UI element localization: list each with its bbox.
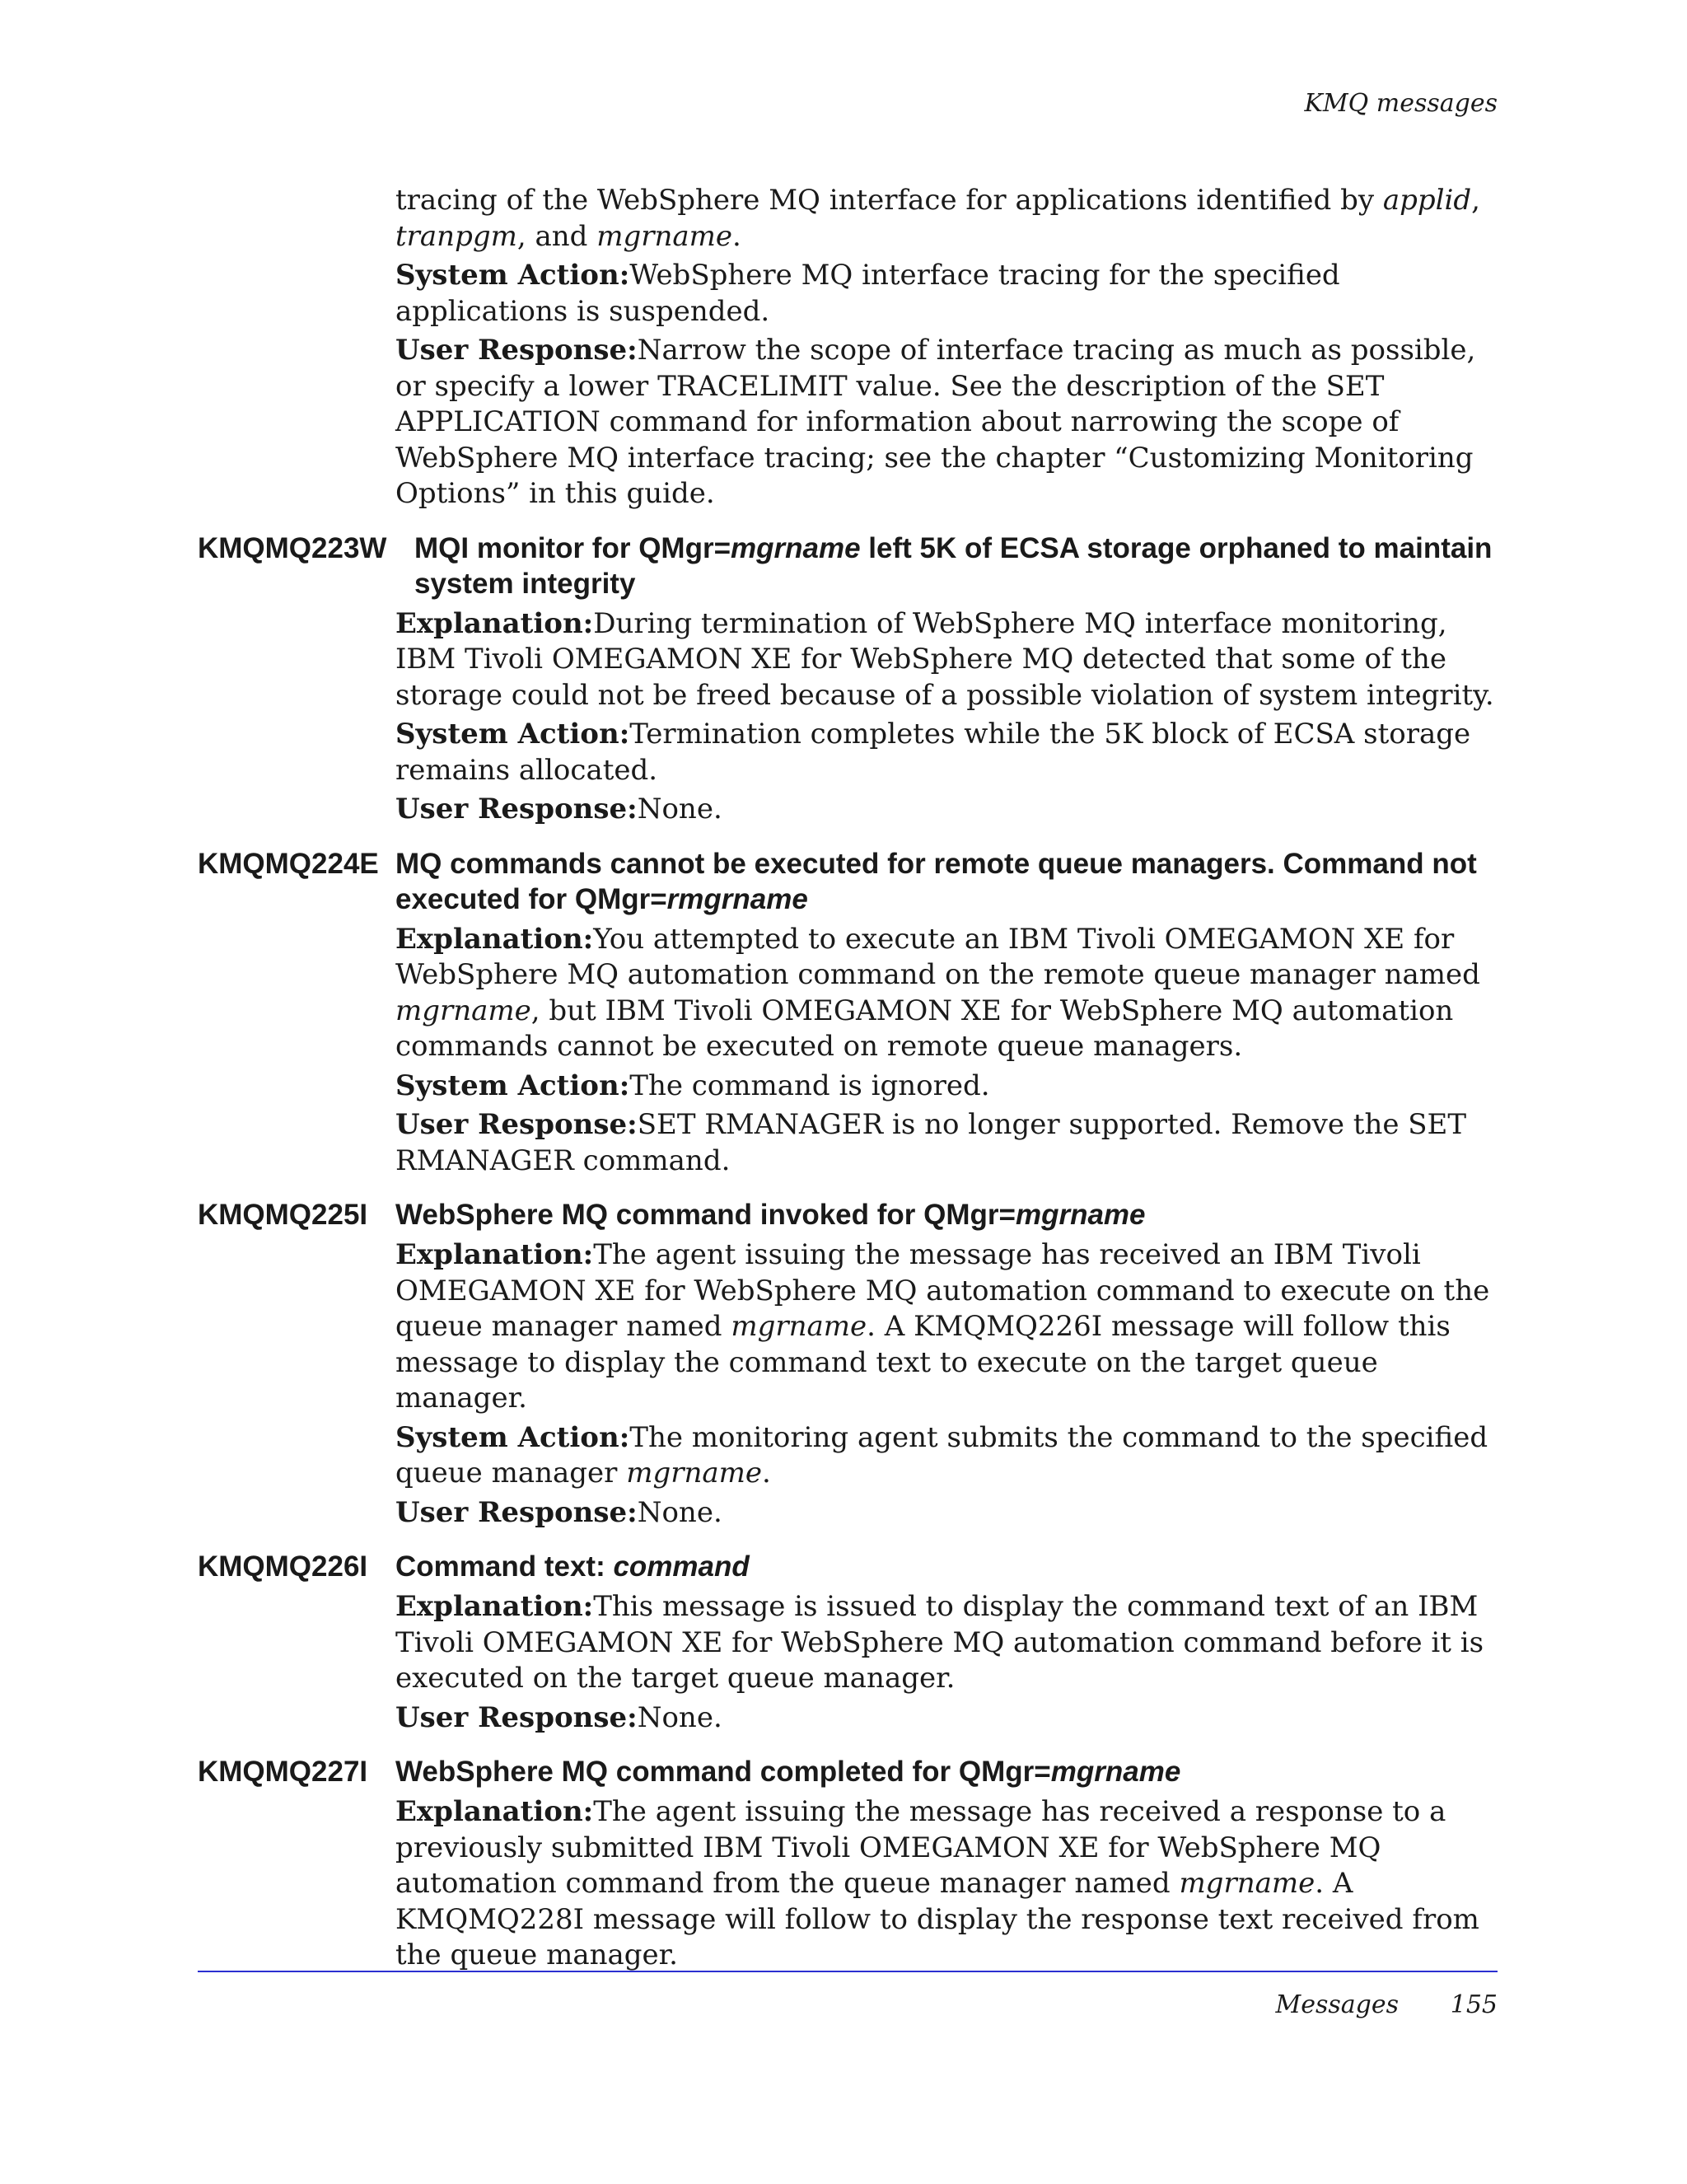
message-id: KMQMQ224E xyxy=(198,847,379,880)
message-heading xyxy=(198,846,1498,917)
message-id: KMQMQ226I xyxy=(198,1550,368,1583)
message-heading xyxy=(198,1549,1498,1584)
continued-message-body xyxy=(395,183,1498,512)
explanation: Explanation:You attempted to execute an IBM Tivoli OMEGAMON XE for WebSphere MQ automation command on the remote queue manager named mgrname, but IBM Tivoli OMEGAMON XE for WebSphere MQ automation commands cannot be executed on remote queue managers. xyxy=(395,922,1480,1063)
message-title: MQI monitor for QMgr=mgrname left 5K of ECSA storage orphaned to maintain system integrity xyxy=(414,531,1493,600)
message-id: KMQMQ223W xyxy=(198,531,387,564)
system-action: System Action:WebSphere MQ interface tracing for the specified applications is suspended. xyxy=(395,259,1340,328)
user-response: User Response:SET RMANAGER is no longer supported. Remove the SET RMANAGER command. xyxy=(395,1108,1467,1177)
user-response: User Response:None. xyxy=(395,1700,1498,1737)
system-action: System Action:The command is ignored. xyxy=(395,1069,1498,1105)
explanation-label: Explanation: xyxy=(395,922,594,956)
system-action-label: System Action: xyxy=(395,259,630,292)
running-head: KMQ messages xyxy=(1304,89,1498,118)
message-title: WebSphere MQ command completed for QMgr=mgrname xyxy=(395,1756,1181,1788)
explanation: Explanation:This message is issued to display the command text of an IBM Tivoli OMEGAMON XE for WebSphere MQ automation command before it is executed on the target queue manager. xyxy=(395,1590,1484,1695)
footer-rule xyxy=(198,1971,1498,1972)
message-title: MQ commands cannot be executed for remote queue managers. Command not executed for QMgr=rmgrname xyxy=(395,847,1477,915)
explanation-label: Explanation: xyxy=(395,1795,594,1828)
explanation: Explanation:The agent issuing the message has received an IBM Tivoli OMEGAMON XE for WebSphere MQ automation command to execute on the queue manager named mgrname. A KMQMQ226I message will follow this message to display the command text to execute on the target queue manager. xyxy=(395,1238,1490,1415)
page-number: 155 xyxy=(1450,1990,1498,2019)
message-heading xyxy=(198,1197,1498,1232)
explanation-label: Explanation: xyxy=(395,606,594,640)
message-entry xyxy=(198,1549,1498,1736)
message-entry xyxy=(198,1754,1498,1974)
message-entry xyxy=(198,846,1498,1180)
message-title: Command text: command xyxy=(395,1550,750,1583)
user-response-label: User Response: xyxy=(395,1700,638,1734)
message-heading xyxy=(198,1754,1498,1789)
system-action: System Action:The monitoring agent submits the command to the specified queue manager mgrname. xyxy=(395,1420,1488,1490)
user-response: User Response:Narrow the scope of interface tracing as much as possible, or specify a lower TRACELIMIT value. See the description of the SET APPLICATION command for information about narrowing the scope of WebSphere MQ interface tracing; see the chapter “Customizing Monitoring Options” in this guide. xyxy=(395,334,1476,510)
system-action-label: System Action: xyxy=(395,1420,630,1454)
user-response-label: User Response: xyxy=(395,1108,638,1141)
message-entry xyxy=(198,531,1498,828)
message-id: KMQMQ227I xyxy=(198,1756,368,1788)
message-entry xyxy=(198,1197,1498,1531)
message-title: WebSphere MQ command invoked for QMgr=mgrname xyxy=(395,1199,1146,1231)
system-action-label: System Action: xyxy=(395,718,630,751)
system-action-label: System Action: xyxy=(395,1069,630,1102)
page-content xyxy=(198,183,1498,1977)
user-response: User Response:None. xyxy=(395,1495,1498,1532)
system-action: System Action:Termination completes while the 5K block of ECSA storage remains allocated. xyxy=(395,718,1471,787)
user-response-label: User Response: xyxy=(395,334,638,367)
footer-section-label: Messages xyxy=(1275,1990,1399,2019)
explanation-label: Explanation: xyxy=(395,1238,594,1271)
explanation: Explanation:The agent issuing the message has received a response to a previously submitted IBM Tivoli OMEGAMON XE for WebSphere MQ automation command from the queue manager named mgrname. A KMQMQ228I message will follow to display the response text received from the queue manager. xyxy=(395,1795,1479,1971)
user-response-label: User Response: xyxy=(395,1495,638,1529)
continued-paragraph: tracing of the WebSphere MQ interface for applications identified by applid, tranpgm, and mgrname. xyxy=(395,184,1480,253)
explanation-label: Explanation: xyxy=(395,1590,594,1623)
user-response-label: User Response: xyxy=(395,793,638,825)
message-id: KMQMQ225I xyxy=(198,1199,368,1231)
message-heading xyxy=(198,531,1498,601)
user-response: User Response:None. xyxy=(395,792,1498,828)
explanation: Explanation:During termination of WebSphere MQ interface monitoring, IBM Tivoli OMEGAMON XE for WebSphere MQ detected that some of the storage could not be freed because of a possible violation of system integrity. xyxy=(395,606,1494,712)
